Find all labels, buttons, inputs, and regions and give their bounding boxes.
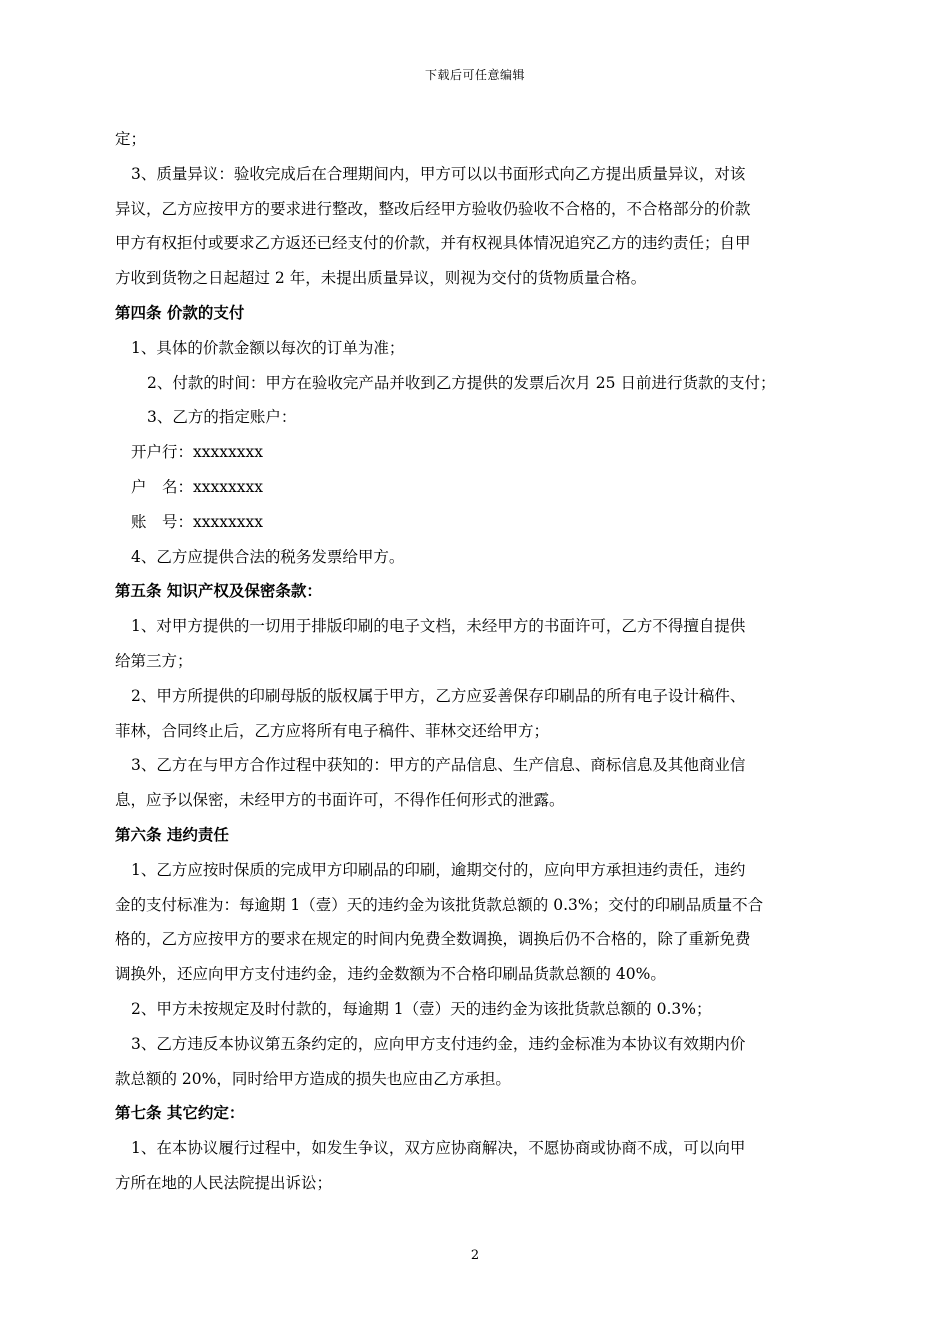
- paragraph-line: 2、付款的时间：甲方在验收完产品并收到乙方提供的发票后次月 25 日前进行货款的支付；: [147, 373, 776, 392]
- section-heading: 第五条 知识产权及保密条款：: [115, 582, 322, 601]
- document-body: [115, 122, 837, 1201]
- paragraph-line: 1、具体的价款金额以每次的订单为准；: [131, 338, 405, 357]
- page-number: 2: [470, 1248, 480, 1263]
- paragraph-line: 菲林，合同终止后，乙方应将所有电子稿件、菲林交还给甲方；: [115, 721, 550, 740]
- paragraph-line: 1、乙方应按时保质的完成甲方印刷品的印刷，逾期交付的，应向甲方承担违约责任，违约: [131, 860, 746, 879]
- paragraph-line: 异议，乙方应按甲方的要求进行整改，整改后经甲方验收仍验收不合格的，不合格部分的价款: [115, 199, 751, 218]
- paragraph-line: 调换外，还应向甲方支付违约金，违约金数额为不合格印刷品货款总额的 40%。: [115, 965, 666, 984]
- page-header: 下载后可任意编辑: [424, 68, 525, 82]
- section-heading: 第四条 价款的支付: [115, 303, 245, 322]
- paragraph-line: 格的，乙方应按甲方的要求在规定的时间内免费全数调换，调换后仍不合格的，除了重新免费: [115, 930, 751, 949]
- paragraph-line: 3、质量异议：验收完成后在合理期间内，甲方可以以书面形式向乙方提出质量异议，对该: [131, 164, 746, 183]
- section-heading: 第六条 违约责任: [115, 825, 229, 844]
- paragraph-line: 3、乙方的指定账户：: [147, 408, 297, 427]
- paragraph-line: 3、乙方违反本协议第五条约定的，应向甲方支付违约金，违约金标准为本协议有效期内价: [131, 1034, 746, 1053]
- paragraph-line: 1、对甲方提供的一切用于排版印刷的电子文档，未经甲方的书面许可，乙方不得擅自提供: [131, 617, 746, 636]
- paragraph-line: 定；: [115, 130, 147, 148]
- paragraph-line: 2、甲方未按规定及时付款的，每逾期 1（壹）天的违约金为该批货款总额的 0.3%；: [131, 999, 712, 1018]
- paragraph-line: 2、甲方所提供的印刷母版的版权属于甲方，乙方应妥善保存印刷品的所有电子设计稿件、: [131, 686, 746, 705]
- paragraph-line: 金的支付标准为：每逾期 1（壹）天的违约金为该批货款总额的 0.3%；交付的印刷品质量不合: [115, 895, 764, 914]
- paragraph-line: 甲方有权拒付或要求乙方返还已经支付的价款，并有权视具体情况追究乙方的违约责任；自甲: [115, 234, 751, 253]
- paragraph-line: 开户行：xxxxxxxx: [131, 443, 263, 462]
- paragraph-line: 账 号：xxxxxxxx: [131, 512, 263, 531]
- paragraph-line: 户 名：xxxxxxxx: [131, 477, 263, 496]
- section-heading: 第七条 其它约定：: [115, 1104, 245, 1123]
- paragraph-line: 方收到货物之日起超过 2 年，未提出质量异议，则视为交付的货物质量合格。: [115, 269, 647, 288]
- paragraph-line: 1、在本协议履行过程中，如发生争议，双方应协商解决，不愿协商或协商不成，可以向甲: [131, 1139, 746, 1158]
- paragraph-line: 给第三方；: [115, 651, 193, 670]
- paragraph-line: 4、乙方应提供合法的税务发票给甲方。: [131, 547, 405, 566]
- paragraph-line: 方所在地的人民法院提出诉讼；: [115, 1173, 333, 1192]
- paragraph-line: 息，应予以保密，未经甲方的书面许可，不得作任何形式的泄露。: [115, 791, 565, 810]
- paragraph-line: 款总额的 20%，同时给甲方造成的损失也应由乙方承担。: [115, 1069, 511, 1088]
- paragraph-line: 3、乙方在与甲方合作过程中获知的：甲方的产品信息、生产信息、商标信息及其他商业信: [131, 756, 746, 775]
